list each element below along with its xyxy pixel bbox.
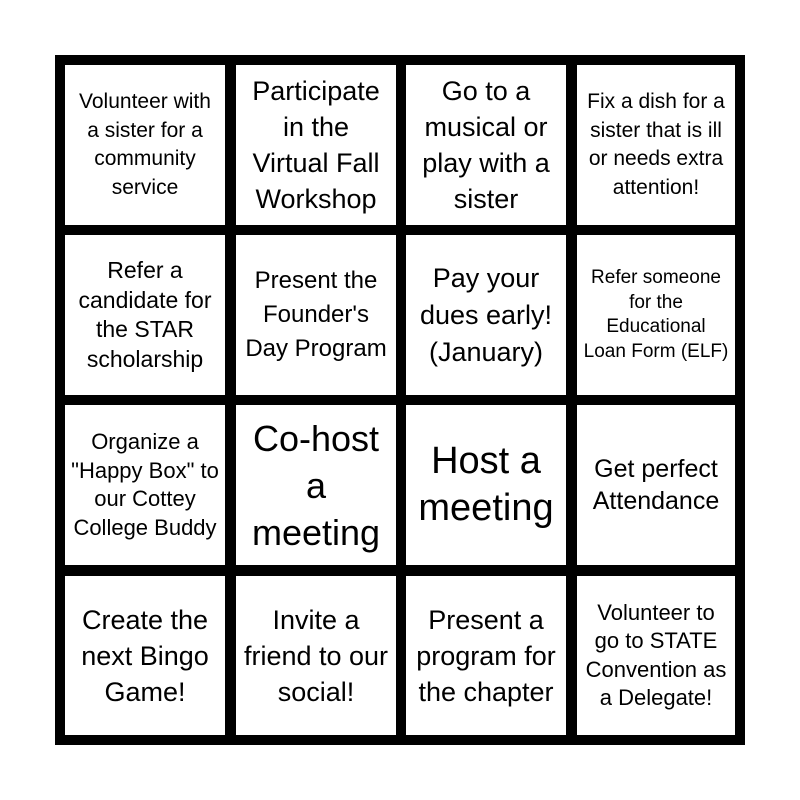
bingo-cell-r4c1[interactable] — [65, 576, 225, 735]
bingo-cell-text: Get perfect Attendance — [592, 455, 720, 515]
bingo-board — [55, 55, 745, 745]
bingo-cell-text: Co-host a meeting — [251, 417, 381, 553]
bingo-cell-text: Present a program for the chapter — [416, 604, 556, 707]
bingo-cell-text: Refer a candidate for the STAR scholarship — [78, 257, 212, 372]
bingo-cell-r1c3[interactable] — [406, 65, 566, 225]
bingo-cell-r2c2[interactable] — [236, 235, 396, 395]
bingo-cell-text: Fix a dish for a sister that is ill or needs extra attention! — [587, 90, 725, 199]
bingo-cell-r3c3[interactable] — [406, 405, 566, 565]
bingo-cell-r4c3[interactable] — [406, 576, 566, 735]
bingo-cell-text: Host a meeting — [418, 440, 554, 529]
bingo-cell-r3c2[interactable] — [236, 405, 396, 565]
bingo-cell-text: Pay your dues early! (January) — [419, 262, 553, 367]
bingo-cell-r2c4[interactable] — [577, 235, 735, 395]
bingo-cell-r1c4[interactable] — [577, 65, 735, 225]
bingo-cell-text: Refer someone for the Educational Loan Form (ELF) — [583, 267, 729, 362]
bingo-cell-r2c3[interactable] — [406, 235, 566, 395]
bingo-cell-r1c2[interactable] — [236, 65, 396, 225]
bingo-cell-r2c1[interactable] — [65, 235, 225, 395]
bingo-cell-r3c4[interactable] — [577, 405, 735, 565]
bingo-cell-r1c1[interactable] — [65, 65, 225, 225]
bingo-cell-text: Create the next Bingo Game! — [81, 604, 209, 707]
bingo-cell-text: Present the Founder's Day Program — [245, 267, 387, 362]
bingo-cell-text: Go to a musical or play with a sister — [422, 76, 550, 214]
bingo-cell-text: Participate in the Virtual Fall Workshop — [252, 76, 380, 214]
bingo-cell-r4c4[interactable] — [577, 576, 735, 735]
bingo-cell-text: Organize a "Happy Box" to our Cottey College Buddy — [71, 429, 219, 540]
bingo-cell-text: Volunteer to go to STATE Convention as a Delegate! — [585, 599, 727, 710]
bingo-cell-r4c2[interactable] — [236, 576, 396, 735]
bingo-cell-text: Invite a friend to our social! — [243, 604, 389, 707]
bingo-cell-text: Volunteer with a sister for a community service — [79, 90, 211, 199]
bingo-cell-r3c1[interactable] — [65, 405, 225, 565]
